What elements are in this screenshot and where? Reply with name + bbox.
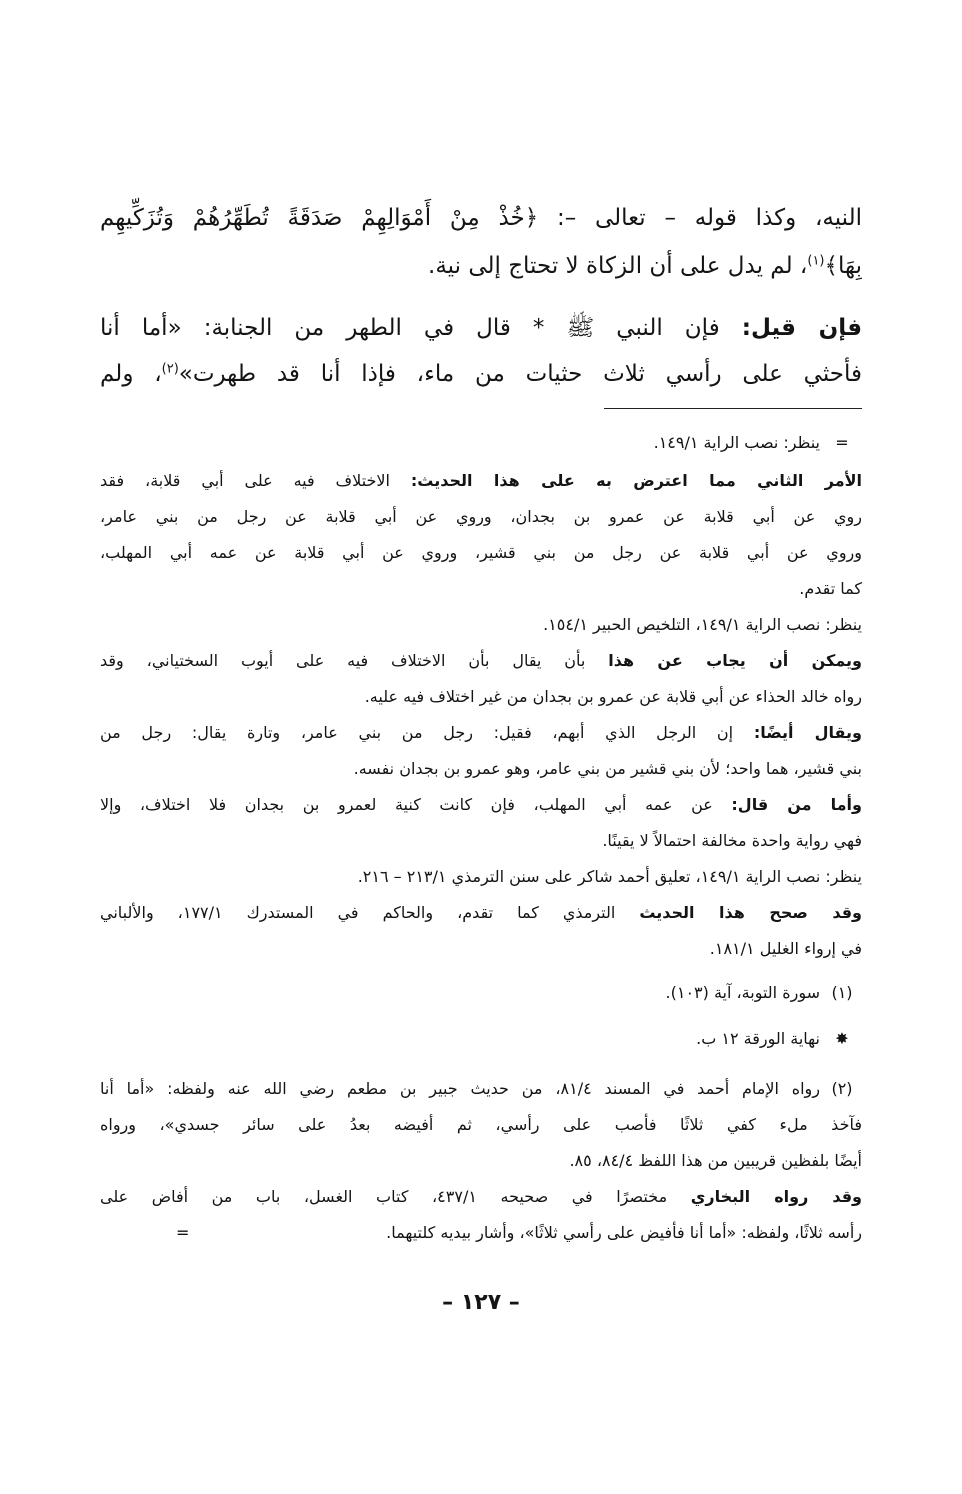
footnote-line [100, 718, 862, 748]
footnote-line: كما تقدم. [799, 579, 862, 598]
footnote-text: بأن يقال بأن الاختلاف فيه على أيوب السختياني، وقد [100, 651, 609, 670]
footnote-line: نهاية الورقة ١٢ ب. [696, 1029, 820, 1048]
main-text: ، لم يدل على أن الزكاة لا تحتاج إلى نية. [428, 253, 808, 279]
footnote-line: أيضًا بلفظين قريبين من هذا اللفظ ٨٤/٤، ٨٥. [569, 1151, 862, 1170]
footnote-line: روي عن أبي قلابة عن عمرو بن بجدان، وروي عن أبي قلابة عن رجل من بني عامر، [100, 507, 862, 526]
footnote-line [100, 898, 862, 928]
continuation-marker: = [176, 1223, 190, 1242]
page-number: – ١٢٧ – [442, 1290, 520, 1315]
footnote-line: فآخذ ملء كفي ثلاثًا فأصب على رأسي، ثم أفيضه بعدُ على سائر جسدي»، ورواه [100, 1115, 862, 1134]
footnote-ref: (٢) [161, 361, 179, 377]
footnote-line [100, 790, 862, 820]
footnote-line: في إرواء الغليل ١٨١/١. [709, 939, 862, 958]
footnote-line: ينظر: نصب الراية ١٤٩/١، التلخيص الحبير ١٥٤/١. [543, 615, 862, 634]
verse-end: بِهَا﴾ [824, 253, 862, 279]
footnote-line [100, 1182, 862, 1212]
main-text: النيه، وكذا قوله – تعالى –: ﴿خُذْ مِنْ أَمْوَالِهِمْ صَدَقَةً تُطَهِّرُهُمْ وَتُزَكِّيهِم [100, 205, 862, 231]
bold-lead: فإن قيل: [741, 315, 862, 341]
footnote-line: ينظر: نصب الراية ١٤٩/١، تعليق أحمد شاكر على سنن الترمذي ٢١٣/١ – ٢١٦. [357, 867, 862, 886]
footnote-line: رواه الإمام أحمد في المسند ٨١/٤، من حديث جبير بن مطعم رضي الله عنه ولفظه: «أما أنا [100, 1079, 820, 1098]
footnote-line: فهي رواية واحدة مخالفة احتمالاً لا يقينًا. [602, 831, 862, 850]
bold-lead: ويمكن أن يجاب عن هذا [608, 651, 862, 670]
footnote-line [100, 646, 862, 676]
footnote-line: بني قشير، هما واحد؛ لأن بني قشير من بني عامر، وهو عمرو بن بجدان نفسه. [353, 759, 862, 778]
main-text-line-2 [100, 244, 862, 288]
footnote-line: رأسه ثلاثًا، ولفظه: «أما أنا فأفيض على رأسي ثلاثًا»، وأشار بيديه كلتيهما. [386, 1223, 862, 1242]
bold-lead: وقد صحح هذا الحديث [639, 903, 862, 922]
footnote-text: عن عمه أبي المهلب، فإن كانت كنية لعمرو بن بجدان فلا اختلاف، وإلا [100, 795, 732, 814]
continuation-marker: = [835, 433, 849, 452]
main-text-line-3 [100, 306, 862, 350]
star-icon: ✸ [835, 1029, 849, 1048]
footnote-text: الترمذي كما تقدم، والحاكم في المستدرك ١٧٧/١، والألباني [100, 903, 640, 922]
footnote-separator [604, 408, 862, 409]
footnote-number: (٢) [831, 1079, 853, 1098]
footnote-line [100, 466, 862, 496]
bold-lead: ويقال أيضًا: [753, 723, 862, 742]
main-text: ، ولم [100, 361, 162, 387]
footnote-text: الاختلاف فيه على أبي قلابة، فقد [100, 471, 411, 490]
footnote-line: رواه خالد الحذاء عن أبي قلابة عن عمرو بن بجدان من غير اختلاف فيه عليه. [364, 687, 862, 706]
footnote-line: ينظر: نصب الراية ١٤٩/١. [653, 433, 820, 452]
footnote-line: وروي عن أبي قلابة عن رجل من بني قشير، وروي عن أبي قلابة عن عمه أبي المهلب، [100, 543, 862, 562]
bold-lead: وقد رواه البخاري [690, 1187, 862, 1206]
main-text: فإن النبي ﷺ * قال في الطهر من الجنابة: «أما أنا [100, 315, 742, 341]
footnote-ref: (١) [807, 253, 825, 269]
footnote-text: إن الرجل الذي أبهم، فقيل: رجل من بني عامر، وتارة يقال: رجل من [100, 723, 754, 742]
footnote-line: سورة التوبة، آية (١٠٣). [665, 983, 820, 1002]
footnote-number: (١) [831, 983, 853, 1002]
footnote-text: مختصرًا في صحيحه ٤٣٧/١، كتاب الغسل، باب من أفاض على [100, 1187, 691, 1206]
bold-lead: وأما من قال: [731, 795, 862, 814]
main-text: فأحثي على رأسي ثلاث حثيات من ماء، فإذا أنا قد طهرت» [178, 361, 862, 387]
main-text-line-4 [100, 352, 862, 396]
main-text-line-1 [100, 196, 862, 240]
bold-lead: الأمر الثاني مما اعترض به على هذا الحديث: [410, 471, 862, 490]
